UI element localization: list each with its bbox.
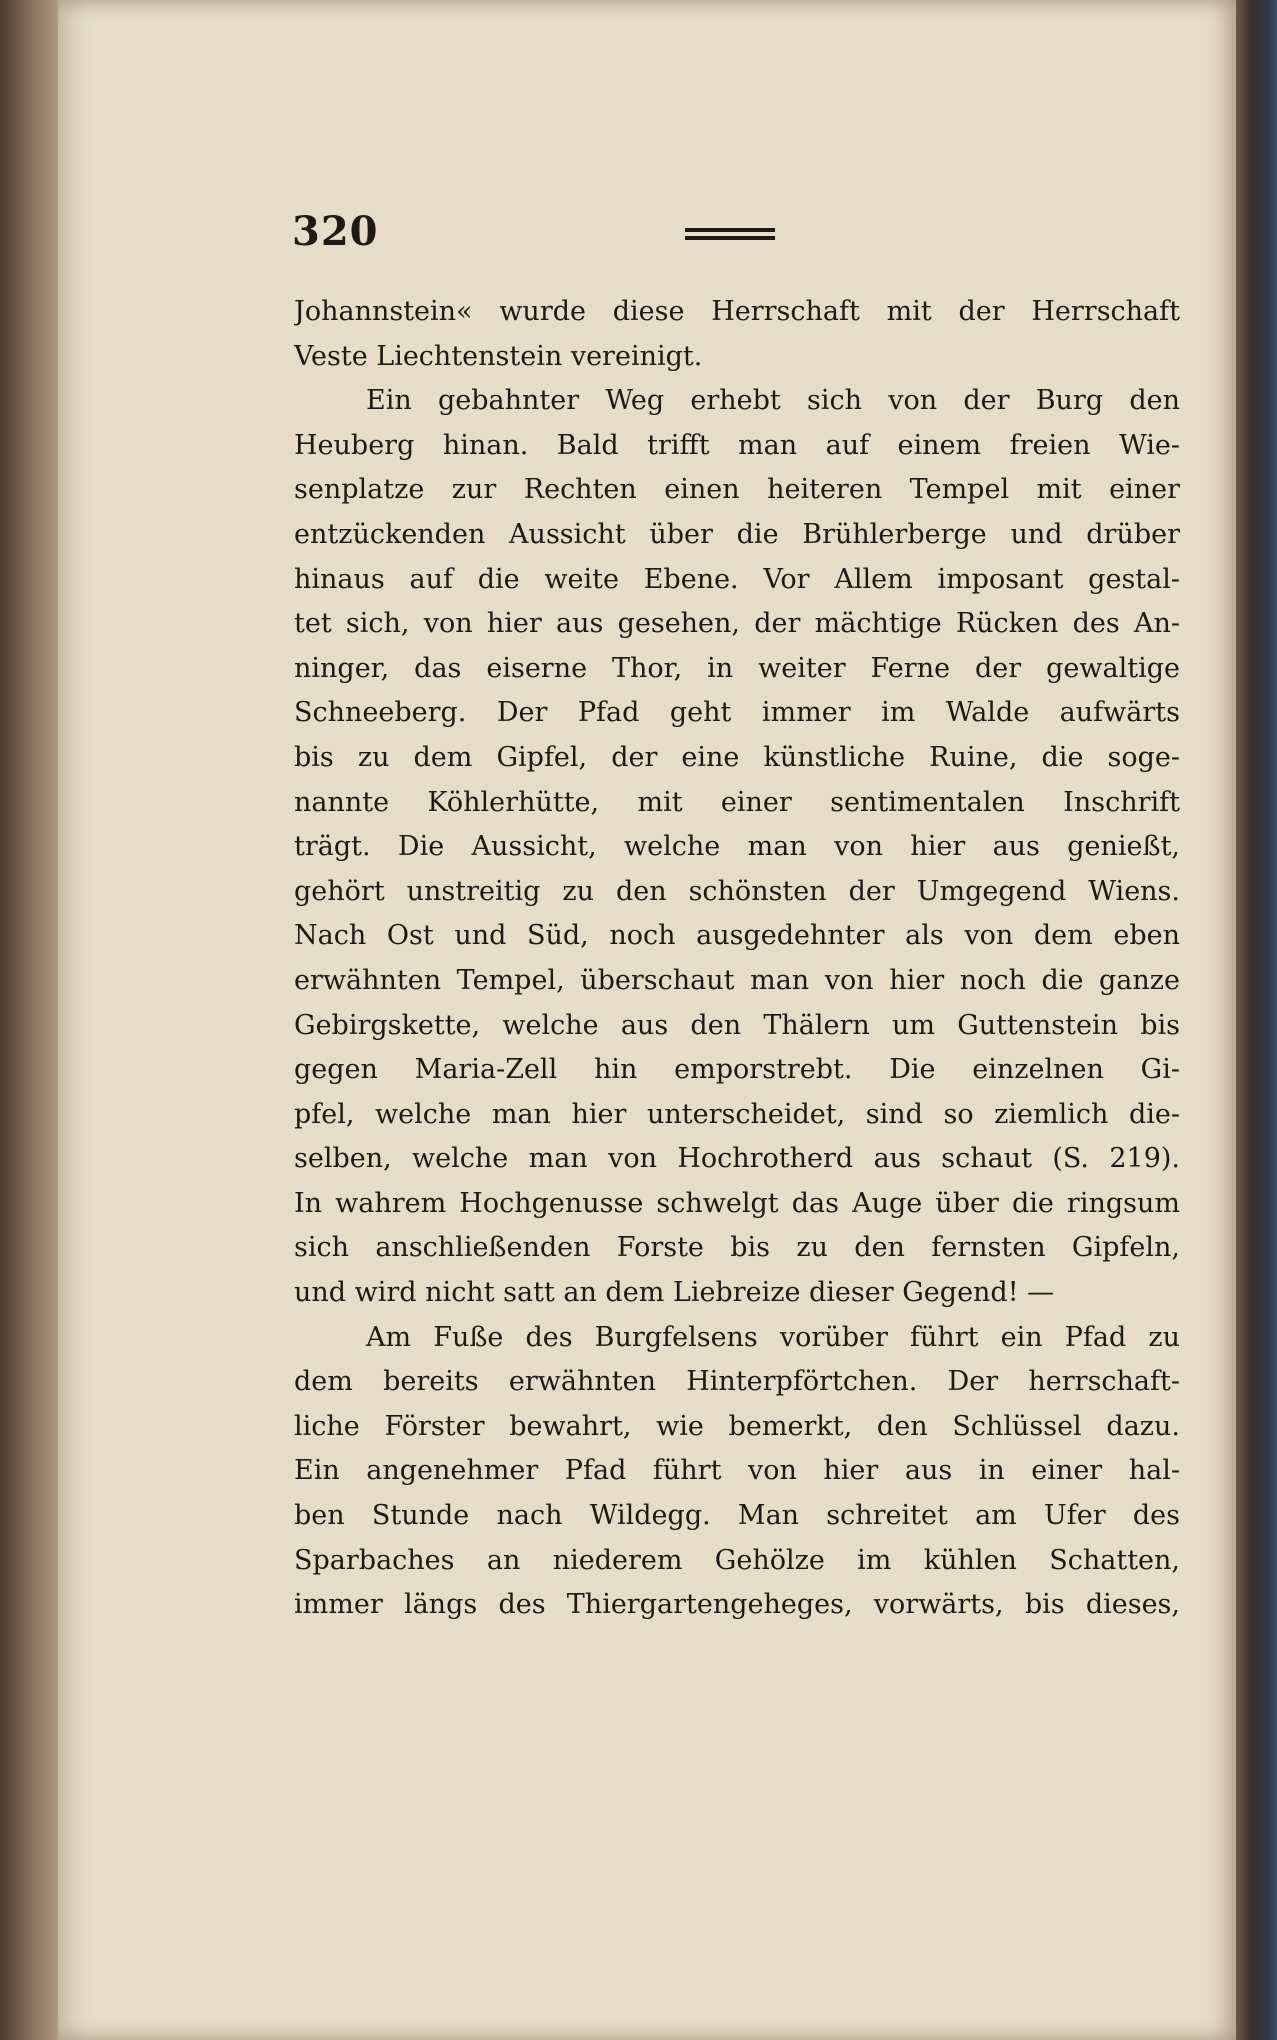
text-line: Nach Ost und Süd, noch ausgedehnter als von dem eben	[294, 920, 1180, 952]
text-line: Heuberg hinan. Bald trifft man auf einem freien Wie-	[294, 429, 1180, 461]
text-line: pfel, welche man hier unterscheidet, sind so ziemlich die-	[294, 1098, 1180, 1130]
text-line: Schneeberg. Der Pfad geht immer im Walde aufwärts	[294, 697, 1180, 729]
text-line: Veste Liechtenstein vereinigt.	[294, 340, 703, 372]
text-line: gehört unstreitig zu den schönsten der Umgegend Wiens.	[294, 875, 1180, 907]
text-line: erwähnten Tempel, überschaut man von hier noch die ganze	[294, 964, 1180, 996]
text-line: hinaus auf die weite Ebene. Vor Allem imposant gestal-	[294, 563, 1180, 595]
text-line: Johannstein« wurde diese Herrschaft mit der Herrschaft	[294, 296, 1180, 327]
text-line: nannte Köhlerhütte, mit einer sentimentalen Inschrift	[294, 786, 1180, 818]
text-line: trägt. Die Aussicht, welche man von hier aus genießt,	[294, 831, 1180, 863]
text-line: ninger, das eiserne Thor, in weiter Ferne der gewaltige	[294, 652, 1180, 684]
text-line: gegen Maria-Zell hin emporstrebt. Die einzelnen Gi-	[294, 1054, 1180, 1086]
text-line: liche Förster bewahrt, wie bemerkt, den Schlüssel dazu.	[294, 1410, 1180, 1442]
book-spine-edge	[0, 0, 60, 2040]
text-line: senplatze zur Rechten einen heiteren Tempel mit einer	[294, 474, 1180, 506]
text-line: sich anschließenden Forste bis zu den fernsten Gipfeln,	[294, 1232, 1180, 1264]
text-line: immer längs des Thiergartengeheges, vorwärts, bis dieses,	[294, 1589, 1180, 1621]
text-line: tet sich, von hier aus gesehen, der mächtige Rücken des An-	[294, 608, 1180, 640]
text-line: Ein angenehmer Pfad führt von hier aus in einer hal-	[294, 1455, 1180, 1487]
text-line: und wird nicht satt an dem Liebreize dieser Gegend! —	[294, 1277, 1055, 1309]
text-line: Gebirgskette, welche aus den Thälern um Guttenstein bis	[294, 1009, 1180, 1041]
page-stack-edge	[1236, 0, 1277, 2040]
text-line: In wahrem Hochgenusse schwelgt das Auge über die ringsum	[294, 1187, 1180, 1219]
body-text	[294, 290, 1180, 1628]
text-line: dem bereits erwähnten Hinterpförtchen. Der herrschaft-	[294, 1366, 1180, 1398]
text-line: Sparbaches an niederem Gehölze im kühlen Schatten,	[294, 1544, 1180, 1576]
text-line: Am Fuße des Burgfelsens vorüber führt ein Pfad zu	[366, 1321, 1180, 1353]
text-line: ben Stunde nach Wildegg. Man schreitet am Ufer des	[294, 1500, 1180, 1532]
text-line: selben, welche man von Hochrotherd aus schaut (S. 219).	[294, 1143, 1180, 1175]
text-line: Ein gebahnter Weg erhebt sich von der Burg den	[366, 385, 1180, 417]
text-line: entzückenden Aussicht über die Brühlerberge und drüber	[294, 518, 1180, 550]
page-number: 320	[292, 208, 379, 255]
text-line: bis zu dem Gipfel, der eine künstliche Ruine, die soge-	[294, 741, 1180, 773]
header-rule	[685, 228, 775, 242]
